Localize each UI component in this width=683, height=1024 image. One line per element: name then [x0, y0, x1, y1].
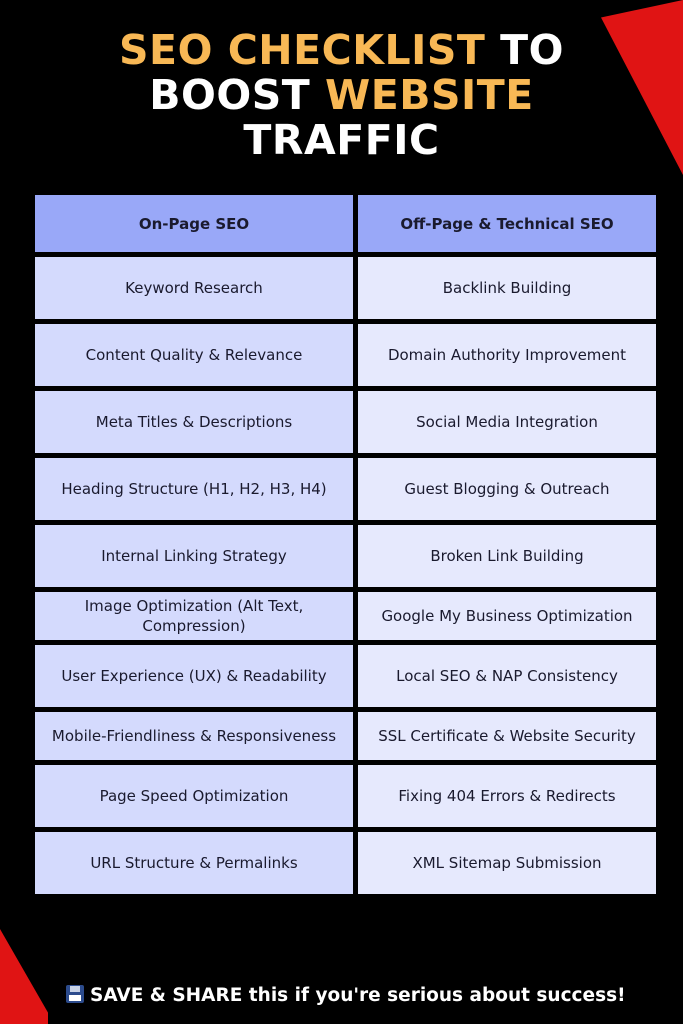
on-page-item: Mobile-Friendliness & Responsiveness [35, 712, 353, 760]
off-page-item: Domain Authority Improvement [358, 324, 656, 386]
title-line-3: TRAFFIC [243, 116, 440, 164]
on-page-item: Internal Linking Strategy [35, 525, 353, 587]
title-highlight-1: SEO CHECKLIST [119, 26, 486, 74]
off-page-item: Guest Blogging & Outreach [358, 458, 656, 520]
column-header-off-page: Off-Page & Technical SEO [358, 195, 656, 252]
title-highlight-2: WEBSITE [324, 71, 534, 119]
off-page-item: Fixing 404 Errors & Redirects [358, 765, 656, 827]
title-line-1 [0, 28, 683, 73]
footer-text: SAVE & SHARE this if you're serious about success! [90, 985, 626, 1006]
on-page-item: Content Quality & Relevance [35, 324, 353, 386]
title-text-1: TO [485, 26, 564, 74]
on-page-item: Heading Structure (H1, H2, H3, H4) [35, 458, 353, 520]
off-page-item: Google My Business Optimization [358, 592, 656, 640]
off-page-item: XML Sitemap Submission [358, 832, 656, 894]
off-page-item: Broken Link Building [358, 525, 656, 587]
page-title [0, 28, 683, 163]
on-page-item: Meta Titles & Descriptions [35, 391, 353, 453]
on-page-item: Page Speed Optimization [35, 765, 353, 827]
title-line-2 [0, 73, 683, 118]
off-page-item: Local SEO & NAP Consistency [358, 645, 656, 707]
on-page-item: Keyword Research [35, 257, 353, 319]
floppy-disk-icon [66, 985, 84, 1003]
off-page-item: SSL Certificate & Website Security [358, 712, 656, 760]
footer-callout [66, 985, 683, 1006]
column-header-on-page: On-Page SEO [35, 195, 353, 252]
off-page-item: Social Media Integration [358, 391, 656, 453]
on-page-item: Image Optimization (Alt Text, Compression) [35, 592, 353, 640]
on-page-item: User Experience (UX) & Readability [35, 645, 353, 707]
off-page-item: Backlink Building [358, 257, 656, 319]
on-page-item: URL Structure & Permalinks [35, 832, 353, 894]
title-text-2: BOOST [149, 71, 325, 119]
red-corner-decoration-bottom [0, 929, 48, 1024]
checklist-table [35, 195, 656, 899]
